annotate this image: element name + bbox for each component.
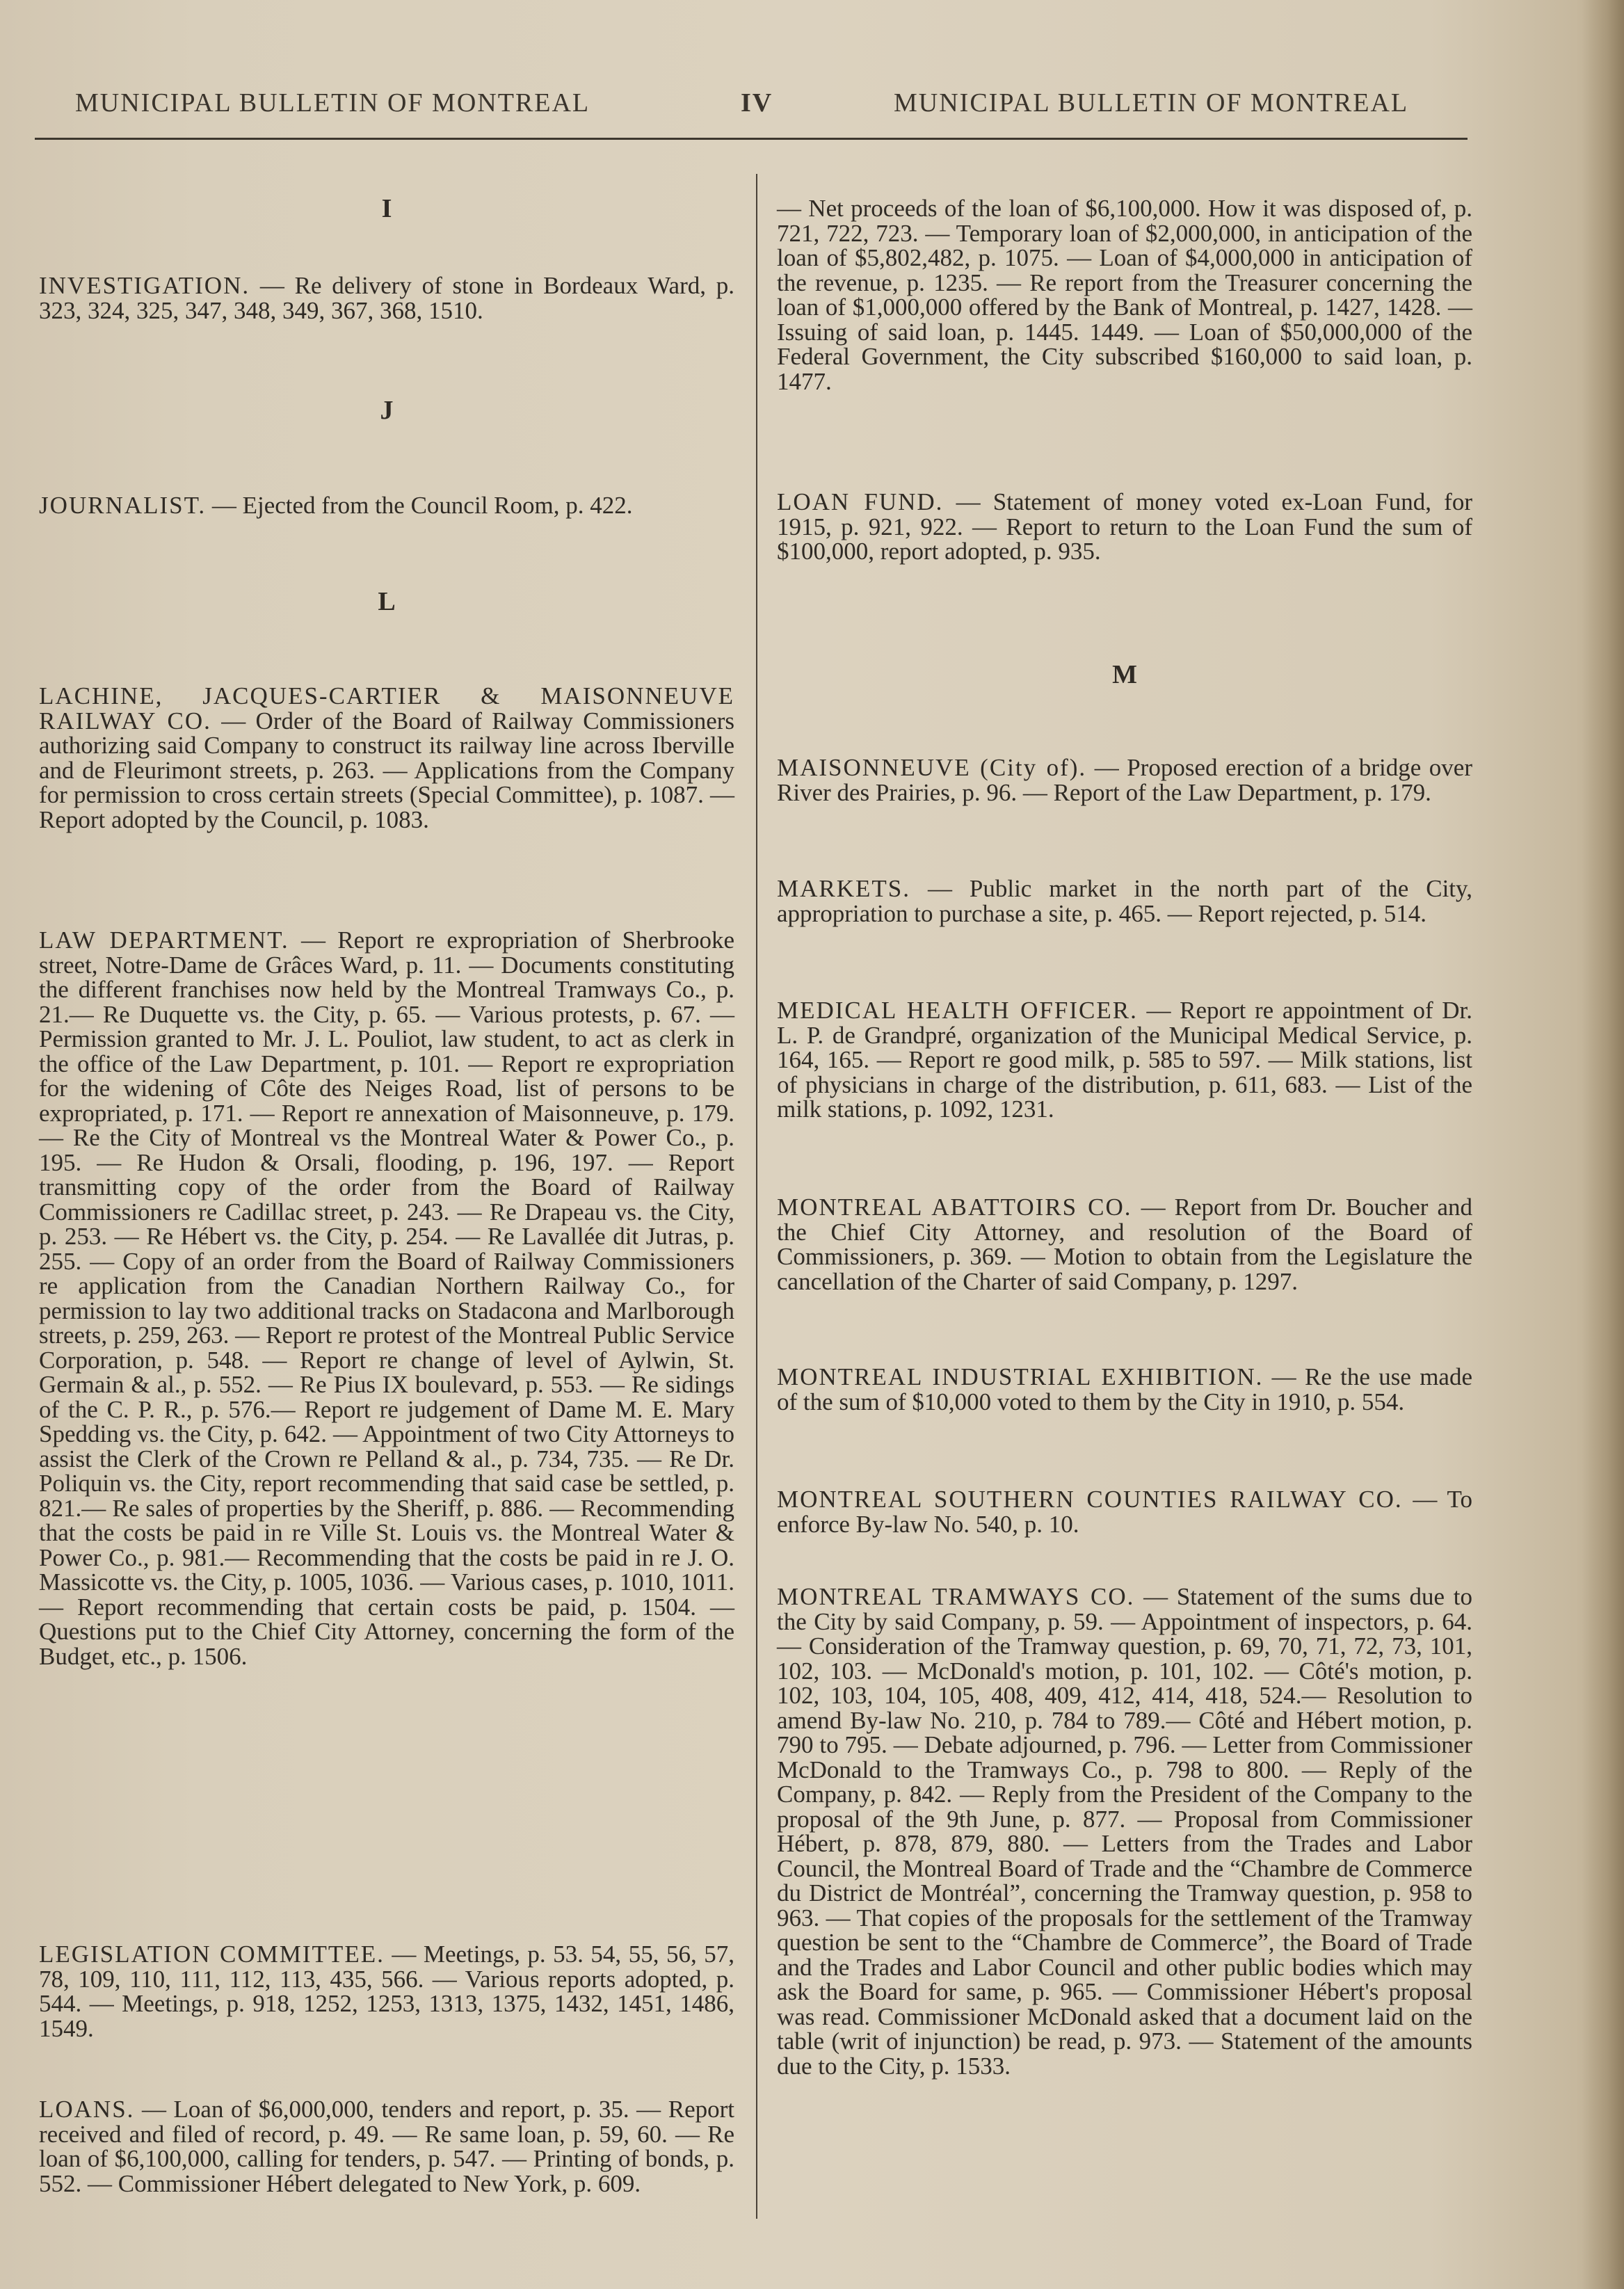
- entry-body: — Re the use made of the sum of $10,000 voted to them by the City in 1910, p. 554.: [777, 1363, 1472, 1415]
- entry-title: MAISONNEUVE (City of).: [777, 754, 1087, 781]
- index-entry-investigation: [39, 273, 734, 323]
- index-entry-markets: [777, 876, 1472, 926]
- entry-body: — Report re expropriation of Sherbrooke street, Notre-Dame de Grâces Ward, p. 11. — Documents constituting the different franchises now held by the Montreal Tramways Co., p. 21.— Re Duquette vs. the City, p. 65. — Various protests, p. 67. — Permission granted to Mr. J. L. Pouliot, law student, to act as clerk in the office of the Law Department, p. 101. — Report re expropriation for the widening of Côte des Neiges Road, list of persons to be expropriated, p. 171. — Report re annexation of Maisonneuve, p. 179. — Re the City of Montreal vs the Montreal Water & Power Co., p. 195. — Re Hudon & Orsali, flooding, p. 196, 197. — Report transmitting copy of the order from the Board of Railway Commissioners re Cadillac street, p. 243. — Re Drapeau vs. the City, p. 253. — Re Hébert vs. the City, p. 254. — Re Lavallée dit Jutras, p. 255. — Copy of an order from the Board of Railway Commissioners re application from the Canadian Northern Railway Co., for permission to lay two additional tracks on Stadacona and Marlborough streets, p. 259, 263. — Report re protest of the Montreal Public Service Corporation, p. 548. — Report re change of level of Aylwin, St. Germain & al., p. 552. — Re Pius IX boulevard, p. 553. — Re sidings of the C. P. R., p. 576.— Report re judgement of Dame M. E. Mary Spedding vs. the City, p. 642. — Appointment of two City Attorneys to assist the Clerk of the Crown re Pelland & al., p. 734, 735. — Re Dr. Poliquin vs. the City, report recommending that said case be settled, p. 821.— Re sales of properties by the Sheriff, p. 886. — Recommending that the costs be paid in re Ville St. Louis vs. the Montreal Water & Power Co., p. 981.— Recommending that the costs be paid in re J. O. Massicotte vs. the City, p. 1005, 1036. — Various cases, p. 1010, 1011. — Report recommending that certain costs be paid, p. 1504. — Questions put to the Chief City Attorney, concerning the form of the Budget, etc., p. 1506.: [39, 926, 734, 1670]
- binding-shadow: [1582, 0, 1624, 2289]
- index-entry-maisonneuve: [777, 755, 1472, 805]
- entry-title: MARKETS.: [777, 875, 910, 902]
- index-entry-montreal-abattoirs: [777, 1195, 1472, 1294]
- entry-body: — To enforce By-law No. 540, p. 10.: [777, 1486, 1472, 1538]
- page-number: IV: [741, 88, 773, 118]
- index-entry-journalist: [39, 493, 734, 518]
- entry-body: — Ejected from the Council Room, p. 422.: [206, 492, 633, 519]
- index-entry-montreal-tramways: [777, 1584, 1472, 2078]
- entry-title: JOURNALIST.: [39, 492, 207, 519]
- entry-title: MONTREAL INDUSTRIAL EXHIBITION.: [777, 1363, 1264, 1390]
- entry-body: — Re delivery of stone in Bordeaux Ward, p. 323, 324, 325, 347, 348, 349, 367, 368, 1510.: [39, 272, 734, 324]
- section-letter-m: M: [1112, 660, 1137, 689]
- section-letter-j: J: [380, 396, 394, 425]
- running-header: [0, 82, 1624, 124]
- index-entry-loans: [39, 2097, 734, 2196]
- entry-title: LACHINE, JACQUES-CARTIER & MAISONNEUVE RAILWAY CO.: [39, 682, 734, 734]
- header-rule: [35, 138, 1468, 140]
- entry-body: — Statement of the sums due to the City by said Company, p. 59. — Appointment of inspectors, p. 64. — Consideration of the Tramway question, p. 69, 70, 71, 72, 73, 101, 102, 103. — McDonald's motion, p. 101, 102. — Côté's motion, p. 102, 103, 104, 105, 408, 409, 412, 414, 418, 524.— Resolution to amend By-law No. 210, p. 784 to 789.— Côté and Hébert motion, p. 790 to 795. — Debate adjourned, p. 796. — Letter from Commissioner McDonald to the Tramways Co., p. 798 to 800. — Reply of the Company, p. 842. — Reply from the President of the Company to the proposal of the 9th June, p. 877. — Proposal from Commissioner Hébert, p. 878, 879, 880. — Letters from the Trades and Labor Council, the Montreal Board of Trade and the “Chambre de Commerce du District de Montréal”, concerning the Tramway question, p. 958 to 963. — That copies of the proposals for the settlement of the Tramway question be sent to the “Chambre de Commerce”, the Board of Trade and the Trades and Labor Council and other public bodies which may ask the Board for same, p. 965. — Commissioner Hébert's proposal was read. Commissioner McDonald asked that a document laid on the table (writ of injunction) be read, p. 973. — Statement of the amounts due to the City, p. 1533.: [777, 1583, 1473, 2080]
- entry-title: MONTREAL TRAMWAYS CO.: [777, 1583, 1135, 1610]
- entry-body: — Public market in the north part of the City, appropriation to purchase a site, p. 465. — Report rejected, p. 514.: [777, 875, 1472, 927]
- entry-title: LEGISLATION COMMITTEE.: [39, 1941, 385, 1968]
- header-right-title: MUNICIPAL BULLETIN OF MONTREAL: [894, 88, 1409, 118]
- entry-body: — Report re appointment of Dr. L. P. de Grandpré, organization of the Municipal Medical Service, p. 164, 165. — Report re good milk, p. 585 to 597. — Milk stations, list of physicians in charge of the distribution, p. 611, 683. — List of the milk stations, p. 1092, 1231.: [777, 997, 1472, 1123]
- section-letter-i: I: [381, 194, 392, 223]
- entry-body: — Proposed erection of a bridge over River des Prairies, p. 96. — Report of the Law Department, p. 179.: [777, 754, 1473, 806]
- index-entry-medical-health-officer: [777, 998, 1472, 1122]
- entry-title: LOAN FUND.: [777, 488, 944, 515]
- entry-body: — Loan of $6,000,000, tenders and report, p. 35. — Report received and filed of record, p. 49. — Re same loan, p. 59, 60. — Re loan of $6,100,000, calling for tenders, p. 547. — Printing of bonds, p. 552. — Commissioner Hébert delegated to New York, p. 609.: [39, 2096, 734, 2197]
- entry-title: MONTREAL ABATTOIRS CO.: [777, 1194, 1132, 1221]
- index-entry-law-department: [39, 928, 734, 1669]
- column-divider: [756, 174, 757, 2219]
- entry-body: — Meetings, p. 53. 54, 55, 56, 57, 78, 109, 110, 111, 112, 113, 435, 566. — Various reports adopted, p. 544. — Meetings, p. 918, 1252, 1253, 1313, 1375, 1432, 1451, 1486, 1549.: [39, 1941, 734, 2042]
- entry-title: LAW DEPARTMENT.: [39, 926, 289, 954]
- entry-title: LOANS.: [39, 2096, 135, 2123]
- entry-body: — Report from Dr. Boucher and the Chief City Attorney, and resolution of the Board of Commissioners, p. 369. — Motion to obtain from the Legislature the cancellation of the Charter of said Company, p. 1297.: [777, 1194, 1472, 1295]
- entry-body: — Statement of money voted ex-Loan Fund, for 1915, p. 921, 922. — Report to return to the Loan Fund the sum of $100,000, report adopted, p. 935.: [777, 488, 1472, 565]
- entry-title: MONTREAL SOUTHERN COUNTIES RAILWAY CO.: [777, 1486, 1403, 1513]
- index-entry-lachine: [39, 684, 734, 832]
- index-entry-southern-counties-railway: [777, 1487, 1472, 1536]
- index-entry-loans-continued: [777, 196, 1472, 394]
- index-entry-legislation-committee: [39, 1942, 734, 2041]
- header-left-title: MUNICIPAL BULLETIN OF MONTREAL: [75, 88, 590, 118]
- entry-body: — Net proceeds of the loan of $6,100,000. How it was disposed of, p. 721, 722, 723. — Temporary loan of $2,000,000, in anticipation of the loan of $5,802,482, p. 1075. — Loan of $4,000,000 in anticipation of the revenue, p. 1235. — Re report from the Treasurer concerning the loan of $1,000,000 offered by the Bank of Montreal, p. 1427, 1428. — Issuing of said loan, p. 1445. 1449. — Loan of $50,000,000 of the Federal Government, the City subscribed $160,000 to said loan, p. 1477.: [777, 195, 1472, 395]
- index-entry-loan-fund: [777, 490, 1472, 564]
- section-letter-l: L: [378, 587, 396, 616]
- entry-title: INVESTIGATION.: [39, 272, 250, 299]
- entry-body: — Order of the Board of Railway Commissioners authorizing said Company to construct its railway line across Iberville and de Fleurimont streets, p. 263. — Applications from the Company for permission to cross certain streets (Special Committee), p. 1087. — Report adopted by the Council, p. 1083.: [39, 707, 735, 833]
- index-entry-industrial-exhibition: [777, 1365, 1472, 1414]
- entry-title: MEDICAL HEALTH OFFICER.: [777, 997, 1138, 1024]
